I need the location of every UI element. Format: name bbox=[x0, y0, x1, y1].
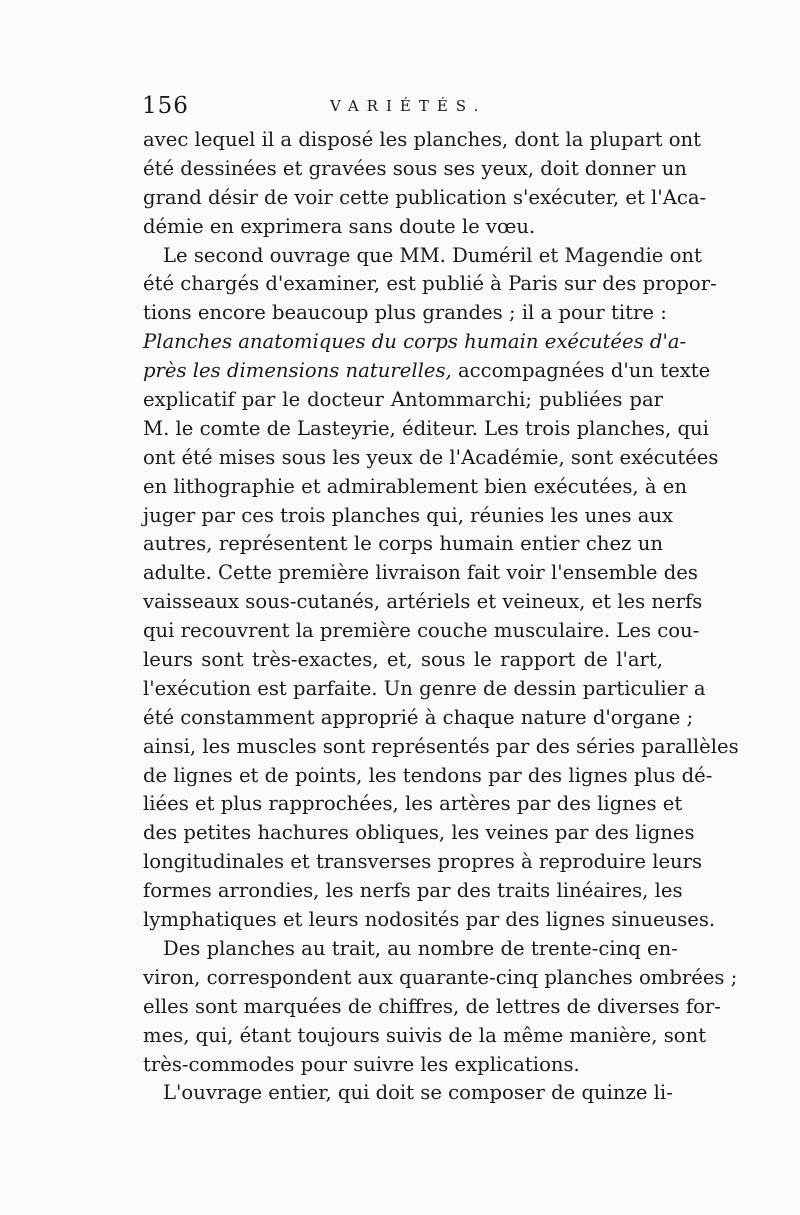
page-number: 156 bbox=[142, 93, 189, 119]
text-line: leurs sont très-exactes, et, sous le rapport de l'art, bbox=[143, 648, 663, 672]
text-line: Des planches au trait, au nombre de trente-cinq en- bbox=[163, 936, 678, 960]
text-line: tions encore beaucoup plus grandes ; il a pour titre : bbox=[143, 301, 667, 325]
text-line: ainsi, les muscles sont représentés par des séries parallèles bbox=[143, 734, 739, 758]
text-line: de lignes et de points, les tendons par des lignes plus dé- bbox=[143, 763, 713, 787]
running-head: VARIÉTÉS. bbox=[330, 97, 487, 115]
text-line: des petites hachures obliques, les veines par des lignes bbox=[143, 821, 695, 845]
text-line: été dessinées et gravées sous ses yeux, doit donner un bbox=[143, 156, 687, 180]
text-line: L'ouvrage entier, qui doit se composer de quinze li- bbox=[163, 1081, 673, 1105]
text-line: ont été mises sous les yeux de l'Académie, sont exécutées bbox=[143, 445, 719, 469]
body-text bbox=[143, 126, 739, 1108]
text-line bbox=[143, 357, 711, 386]
text-line: autres, représentent le corps humain entier chez un bbox=[143, 532, 663, 556]
text-line: explicatif par le docteur Antommarchi; publiées par bbox=[143, 388, 663, 412]
text-line: M. le comte de Lasteyrie, éditeur. Les trois planches, qui bbox=[143, 416, 709, 440]
text-line: été constamment approprié à chaque nature d'organe ; bbox=[143, 705, 694, 729]
text-line: très-commodes pour suivre les explications. bbox=[143, 1052, 580, 1076]
text-line: avec lequel il a disposé les planches, dont la plupart ont bbox=[143, 128, 702, 151]
text-line: elles sont marquées de chiffres, de lettres de diverses for- bbox=[143, 994, 721, 1018]
text-line: été chargés d'examiner, est publié à Paris sur des propor- bbox=[143, 272, 717, 296]
text-line: juger par ces trois planches qui, réunies les unes aux bbox=[143, 503, 674, 527]
title-italic: près les dimensions naturelles, bbox=[143, 359, 452, 383]
text-line: qui recouvrent la première couche musculaire. Les cou- bbox=[143, 619, 700, 643]
text-fragment: accompagnées d'un texte bbox=[451, 359, 711, 383]
text-line: vaisseaux sous-cutanés, artériels et veineux, et les nerfs bbox=[143, 590, 703, 614]
text-line: mes, qui, étant toujours suivis de la même manière, sont bbox=[143, 1023, 707, 1047]
page-header bbox=[140, 93, 668, 121]
text-line: l'exécution est parfaite. Un genre de dessin particulier a bbox=[143, 676, 706, 700]
text-line: longitudinales et transverses propres à reproduire leurs bbox=[143, 850, 703, 874]
text-line: en lithographie et admirablement bien exécutées, à en bbox=[143, 474, 688, 498]
text-line: Le second ouvrage que MM. Duméril et Magendie ont bbox=[163, 243, 702, 267]
text-line: grand désir de voir cette publication s'exécuter, et l'Aca- bbox=[143, 185, 707, 209]
text-line-italic: Planches anatomiques du corps humain exécutées d'a- bbox=[143, 330, 687, 354]
text-line: formes arrondies, les nerfs par des traits linéaires, les bbox=[143, 879, 683, 903]
text-line: liées et plus rapprochées, les artères par des lignes et bbox=[143, 792, 683, 816]
text-line: démie en exprimera sans doute le vœu. bbox=[143, 214, 536, 238]
text-line: adulte. Cette première livraison fait voir l'ensemble des bbox=[143, 561, 698, 585]
text-line: viron, correspondent aux quarante-cinq planches ombrées ; bbox=[143, 965, 738, 989]
text-line: lymphatiques et leurs nodosités par des lignes sinueuses. bbox=[143, 908, 716, 932]
